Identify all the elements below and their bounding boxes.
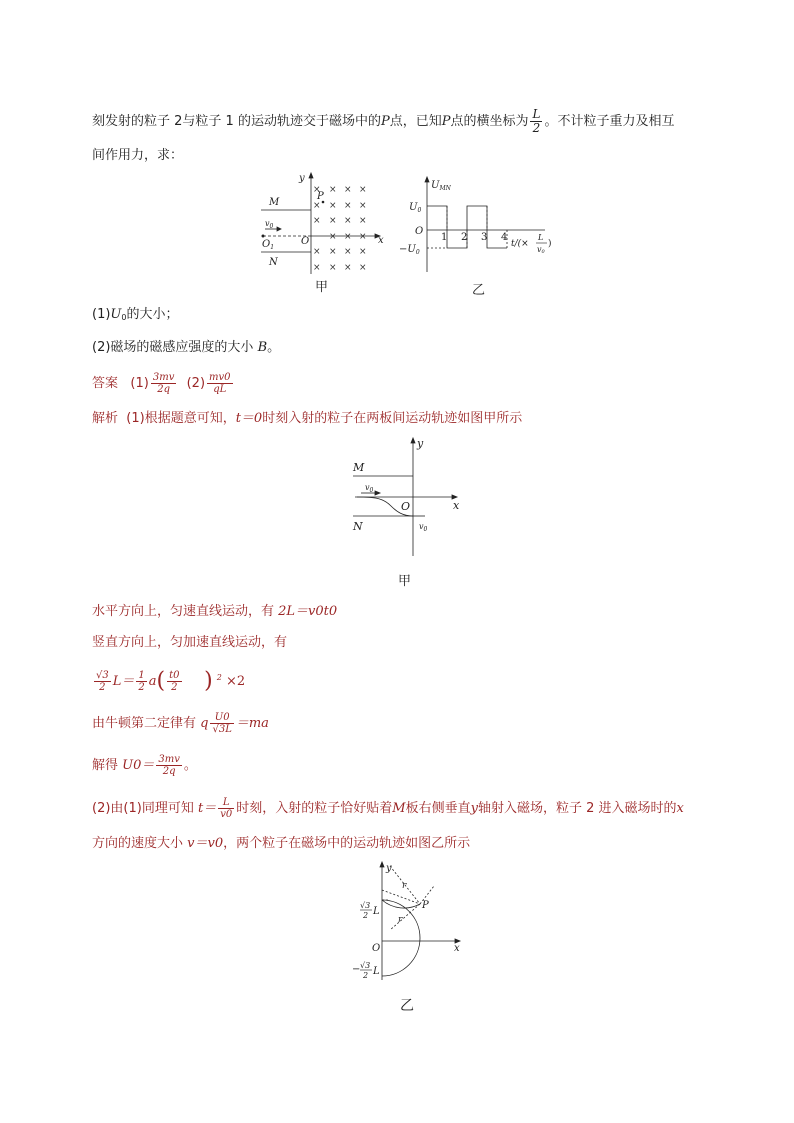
- svg-text:×: ×: [359, 216, 367, 226]
- svg-text:×: ×: [359, 232, 367, 242]
- analysis-line-6: 解得 U0＝ $\frac{3mv}{2q}$ 。: [92, 754, 197, 777]
- analysis-line-3: 竖直方向上，匀加速直线运动，有: [92, 635, 288, 650]
- svg-text:×: ×: [344, 232, 352, 242]
- yi2-label-r-lower: r: [398, 915, 403, 925]
- svg-text:×: ×: [313, 185, 321, 195]
- yi2-label-O: O: [372, 943, 381, 954]
- question-2: (2)磁场的磁感应强度的大小 B。: [92, 340, 281, 355]
- svg-text:×: ×: [329, 185, 337, 195]
- figure-yi-arcs: [350, 858, 465, 986]
- svg-text:×: ×: [329, 247, 337, 257]
- label-N: N: [269, 257, 278, 268]
- figure-jia-caption: 甲: [398, 574, 412, 589]
- label-U-MN: $U_{MN}$: [431, 180, 451, 192]
- yi2-label-sqrt3-lower: √3: [360, 961, 371, 970]
- yi2-label-r-upper: r: [402, 881, 407, 891]
- svg-text:L: L: [538, 233, 544, 242]
- analysis-line-2: 水平方向上，匀速直线运动，有 2L＝v0t0: [92, 604, 338, 619]
- tick-1: 1: [441, 232, 448, 243]
- svg-text:×: ×: [359, 263, 367, 273]
- svg-text:×: ×: [344, 185, 352, 195]
- svg-text:v0: v0: [537, 245, 545, 255]
- label-O: O: [301, 236, 310, 247]
- svg-text:×: ×: [344, 263, 352, 273]
- label-U0: $U_0$: [409, 202, 422, 214]
- figure-top-yi: [399, 176, 560, 276]
- label-x: x: [378, 235, 384, 246]
- analysis-line-7: (2)由(1)同理可知 t＝ $\frac{L}{v0}$ 时刻，入射的粒子恰好贴着M板右侧垂直y轴射入磁场，粒子 2 进入磁场时的x: [92, 797, 684, 820]
- yi2-label-y: y: [386, 863, 392, 874]
- analysis-line-1: 解析 (1)根据题意可知，t＝0时刻入射的粒子在两板间运动轨迹如图甲所示: [92, 411, 523, 426]
- svg-text:×: ×: [344, 201, 352, 211]
- label-y: y: [299, 173, 305, 184]
- svg-text:×: ×: [313, 216, 321, 226]
- figure-jia-trajectory: [345, 436, 465, 558]
- problem-line-2: 间作用力，求：: [92, 148, 184, 163]
- answer-line: 答案 (1) $\frac{3mv}{2q}$ (2) $\frac{mv0}{qL}$: [92, 372, 231, 395]
- tick-4: 4: [501, 232, 508, 243]
- yi2-label-P: P: [422, 900, 429, 911]
- svg-text:L: L: [373, 906, 380, 917]
- jia2-label-y: y: [417, 437, 424, 450]
- jia2-label-O: O: [401, 500, 411, 513]
- svg-text:×: ×: [329, 201, 337, 211]
- tick-2: 2: [461, 232, 468, 243]
- yi2-label-minus: −: [352, 964, 361, 975]
- jia2-label-N: N: [353, 520, 363, 533]
- svg-text:×: ×: [313, 247, 321, 257]
- x-coordinate-fraction: $\frac{L}{2}$: [532, 107, 541, 135]
- figure-top-yi-caption: 乙: [472, 283, 486, 298]
- problem-line-1: 刻发射的粒子 2与粒子 1 的运动轨迹交于磁场中的P点，已知P点的横坐标为 $\frac{L}{2}$ 。不计粒子重力及相互: [92, 107, 675, 135]
- jia2-label-v0-in: $v_0$: [365, 483, 374, 494]
- svg-text:): ): [548, 239, 552, 249]
- yi2-label-x: x: [454, 943, 460, 954]
- svg-text:×: ×: [329, 263, 337, 273]
- label-O-wave: O: [415, 226, 424, 237]
- svg-text:L: L: [373, 966, 380, 977]
- label-O1: $O_1$: [262, 239, 275, 251]
- figure-yi-caption: 乙: [400, 998, 414, 1014]
- jia2-label-v0-out: $v_0$: [419, 522, 428, 533]
- answer-2-fraction: $\frac{mv0}{qL}$: [209, 372, 231, 395]
- yi2-label-sqrt3-upper: √3: [360, 901, 371, 910]
- label-neg-U0: $-U_0$: [399, 244, 420, 256]
- tick-3: 3: [481, 232, 488, 243]
- figure-top-jia-caption: 甲: [315, 280, 329, 295]
- label-v0: $v_0$: [265, 219, 274, 230]
- svg-text:×: ×: [344, 216, 352, 226]
- answer-1-fraction: $\frac{3mv}{2q}$: [152, 372, 175, 395]
- analysis-line-5: 由牛顿第二定律有 q $\frac{U0}{√3L}$ ＝ma: [92, 712, 269, 735]
- svg-text:×: ×: [329, 216, 337, 226]
- svg-text:×: ×: [313, 263, 321, 273]
- svg-text:×: ×: [359, 185, 367, 195]
- label-P: P: [317, 191, 324, 202]
- label-M: M: [269, 197, 280, 208]
- analysis-line-4-equation: $\frac{√3}{2}$ L＝ $\frac{1}{2}$ a( $\frac{t0}{2}$ ) $^2$ ×2: [96, 668, 246, 694]
- t-axis-label: t/(×: [511, 239, 529, 249]
- svg-text:2: 2: [363, 911, 369, 920]
- question-1: $(1)U_0$的大小；: [92, 307, 179, 322]
- svg-text:×: ×: [359, 201, 367, 211]
- svg-text:×: ×: [313, 201, 321, 211]
- jia2-label-x: x: [453, 499, 460, 512]
- svg-text:×: ×: [329, 232, 337, 242]
- figure-top-jia: [255, 172, 395, 287]
- jia2-label-M: M: [353, 461, 365, 474]
- svg-text:×: ×: [359, 247, 367, 257]
- svg-text:×: ×: [344, 247, 352, 257]
- analysis-line-8: 方向的速度大小 v＝v0，两个粒子在磁场中的运动轨迹如图乙所示: [92, 836, 471, 851]
- svg-text:2: 2: [363, 971, 369, 980]
